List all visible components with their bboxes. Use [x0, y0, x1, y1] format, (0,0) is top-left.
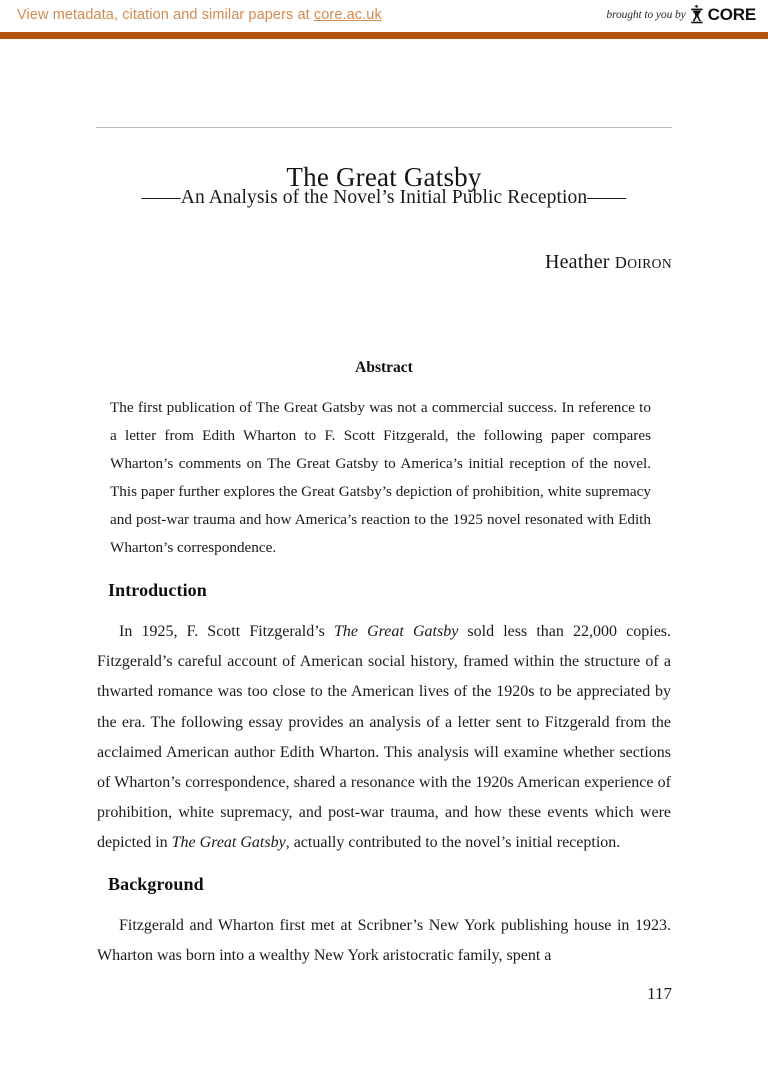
page-subtitle: ——An Analysis of the Novel’s Initial Public Reception—— [141, 187, 627, 208]
section-paragraph-background [97, 911, 671, 971]
section-heading-background: Background [108, 874, 204, 894]
page-title: The Great Gatsby [286, 162, 482, 193]
metadata-citation-link[interactable] [17, 7, 382, 23]
intro-italic-title-1: The Great Gatsby [334, 623, 459, 640]
paper-page [0, 39, 768, 1088]
abstract-heading: Abstract [355, 359, 413, 376]
author-last-name: DOIRON [614, 253, 672, 272]
core-brand-lockup [606, 4, 756, 25]
core-apple-core-icon [689, 4, 705, 25]
banner-orange-divider [0, 32, 768, 39]
metadata-link-url[interactable]: core.ac.uk [313, 7, 382, 23]
intro-text-part-1: In 1925, F. Scott Fitzgerald’s [119, 623, 334, 640]
core-wordmark: CORE [707, 4, 756, 24]
intro-italic-title-2: The Great Gatsby [171, 834, 286, 852]
section-heading-introduction: Introduction [108, 580, 207, 600]
title-divider-rule [96, 127, 672, 128]
brought-to-you-by-label: brought to you by [606, 8, 686, 21]
metadata-link-text: View metadata, citation and similar papers at [17, 7, 314, 23]
author-byline [545, 251, 672, 274]
abstract-body: The first publication of The Great Gatsby was not a commercial success. In reference to a letter from Edith Wharton to F. Scott Fitzgerald, the following paper compares Wharton’s comments on The Great Gatsby to America’s initial reception of the novel. This paper further explores the Great Gatsby’s depiction of prohibition, white supremacy and post-war trauma and how America’s reaction to the 1925 novel resonated with Edith Wharton’s correspondence. [110, 399, 651, 556]
intro-text-part-3: , actually contributed to the novel’s initial reception. [285, 834, 621, 852]
author-first-name: Heather [544, 251, 615, 273]
core-metadata-banner [0, 0, 768, 38]
intro-text-part-2: sold less than 22,000 copies. Fitzgerald’s careful account of American social history, framed within the structure of a thwarted romance was too close to the American lives of the 1920s to be appreciated by the era. The following essay provides an analysis of a letter sent to Fitzgerald from the acclaimed American author Edith Wharton. This analysis will examine whether sections of Wharton’s correspondence, shared a resonance with the 1920s American experience of prohibition, white supremacy, and post-war trauma, and how these events which were depicted in [97, 623, 672, 852]
core-banner-content [0, 0, 768, 32]
background-text: Fitzgerald and Wharton first met at Scribner’s New York publishing house in 1923. Wharton was born into a wealthy New York aristocratic family, spent a [97, 917, 671, 965]
section-paragraph-introduction [97, 617, 671, 859]
page-number: 117 [647, 984, 672, 1003]
